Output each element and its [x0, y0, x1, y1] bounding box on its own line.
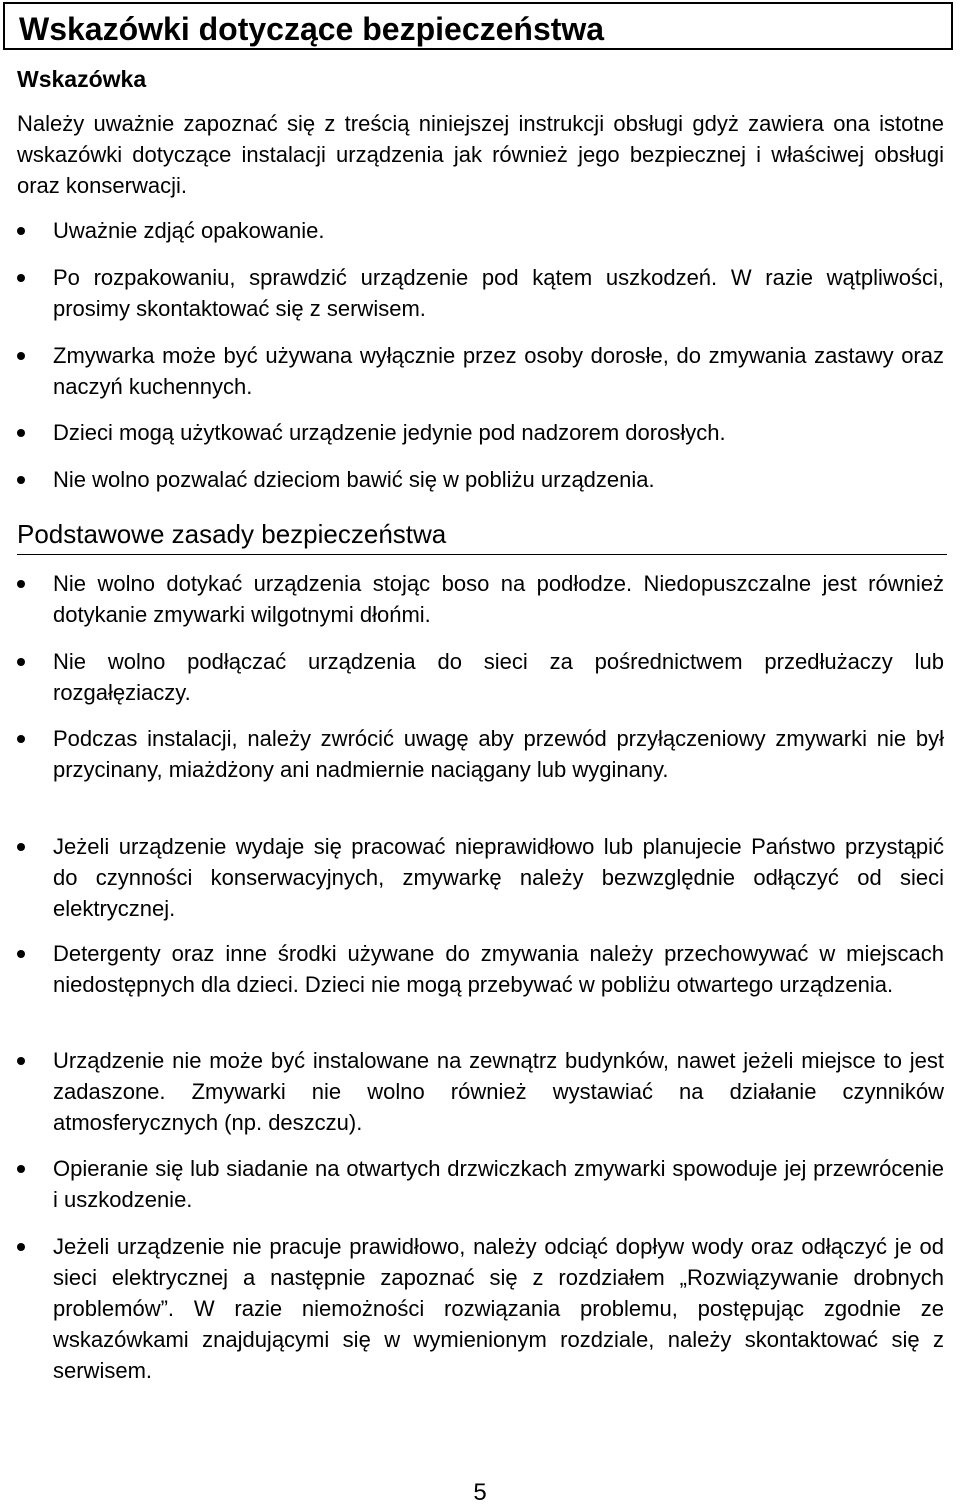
list-item [17, 417, 944, 448]
list-item [17, 646, 944, 708]
list-item-text: Podczas instalacji, należy zwrócić uwagę aby przewód przyłączeniowy zmywarki nie był przycinany, miażdżony ani nadmiernie naciągany lub wyginany. [53, 726, 944, 782]
bullet-icon [17, 1243, 25, 1251]
bullet-icon [17, 476, 25, 484]
bullet-icon [17, 227, 25, 235]
bullet-icon [17, 950, 25, 958]
list-item [17, 215, 944, 246]
bullet-icon [17, 429, 25, 437]
section-heading-text: Podstawowe zasady bezpieczeństwa [17, 519, 447, 549]
list-item [17, 568, 944, 630]
list-item [17, 340, 944, 402]
bullet-icon [17, 843, 25, 851]
list-item-text: Uważnie zdjąć opakowanie. [53, 218, 325, 243]
list-item-text: Nie wolno pozwalać dzieciom bawić się w pobliżu urządzenia. [53, 467, 655, 492]
list-item-text: Nie wolno podłączać urządzenia do sieci za pośrednictwem przedłużaczy lub rozgałęziaczy. [53, 649, 944, 705]
list-item-text: Urządzenie nie może być instalowane na zewnątrz budynków, nawet jeżeli miejsce to jest zadaszone. Zmywarki nie wolno również wystawiać na działanie czynników atmosferycznych (np. deszczu). [53, 1048, 944, 1135]
section-heading [17, 518, 947, 555]
list-item-text: Jeżeli urządzenie wydaje się pracować nieprawidłowo lub planujecie Państwo przystąpić do czynności konserwacyjnych, zmywarkę należy bezwzględnie odłączyć od sieci elektrycznej. [53, 834, 944, 921]
list-item-text: Dzieci mogą użytkować urządzenie jedynie pod nadzorem dorosłych. [53, 420, 726, 445]
list-item-text: Opieranie się lub siadanie na otwartych drzwiczkach zmywarki spowoduje jej przewrócenie i uszkodzenie. [53, 1156, 944, 1212]
bullet-icon [17, 1165, 25, 1173]
bullet-icon [17, 274, 25, 282]
page-number: 5 [473, 1479, 487, 1506]
bullet-icon [17, 735, 25, 743]
bullet-icon [17, 1057, 25, 1065]
title-box [3, 2, 953, 50]
bullet-icon [17, 352, 25, 360]
bullet-icon [17, 580, 25, 588]
list-item-text: Jeżeli urządzenie nie pracuje prawidłowo, należy odciąć dopływ wody oraz odłączyć je od sieci elektrycznej a następnie zapoznać się z rozdziałem „Rozwiązywanie drobnych problemów”. W razie niemożności rozwiązania problemu, postępując zgodnie ze wskazówkami znajdującymi się w wymienionym rozdziale, należy skontaktować się z serwisem. [53, 1234, 944, 1383]
list-item-text: Nie wolno dotykać urządzenia stojąc boso na podłodze. Niedopuszczalne jest również dotykanie zmywarki wilgotnymi dłońmi. [53, 571, 944, 627]
list-item [17, 831, 944, 924]
list-item [17, 1153, 944, 1215]
list-item [17, 464, 944, 495]
list-item [17, 262, 944, 324]
list-item-text: Po rozpakowaniu, sprawdzić urządzenie pod kątem uszkodzeń. W razie wątpliwości, prosimy skontaktować się z serwisem. [53, 265, 944, 321]
list-item-text: Zmywarka może być używana wyłącznie przez osoby dorosłe, do zmywania zastawy oraz naczyń kuchennych. [53, 343, 944, 399]
bullet-icon [17, 658, 25, 666]
note-heading: Wskazówka [17, 66, 147, 92]
list-item [17, 1231, 944, 1386]
intro-paragraph: Należy uważnie zapoznać się z treścią niniejszej instrukcji obsługi gdyż zawiera ona istotne wskazówki dotyczące instalacji urządzenia jak również jego bezpiecznej i właściwej obsługi oraz konserwacji. [17, 111, 944, 198]
list-item-text: Detergenty oraz inne środki używane do zmywania należy przechowywać w miejscach niedostępnych dla dzieci. Dzieci nie mogą przebywać w pobliżu otwartego urządzenia. [53, 941, 944, 997]
list-item [17, 1045, 944, 1138]
list-item [17, 723, 944, 785]
page-title: Wskazówki dotyczące bezpieczeństwa [19, 11, 605, 47]
list-item [17, 938, 944, 1000]
